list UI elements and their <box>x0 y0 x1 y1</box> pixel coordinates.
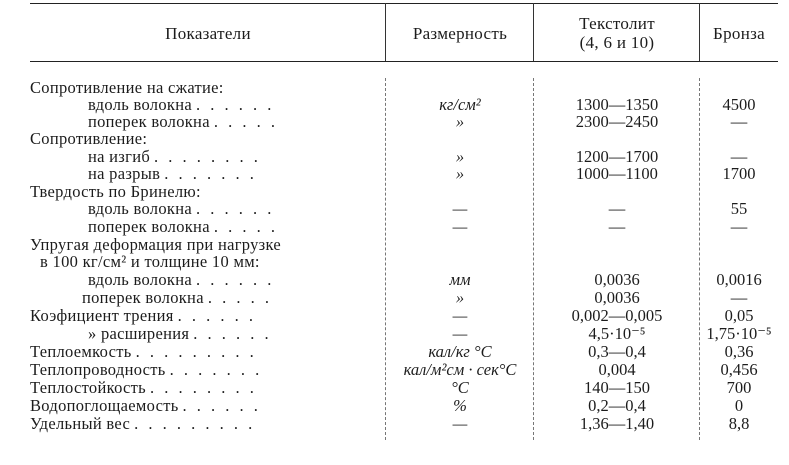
header-indicator-text: Показатели <box>165 23 251 43</box>
row-label <box>88 325 272 342</box>
unit-cell: » <box>455 147 465 166</box>
header-bronze-text: Бронза <box>713 23 765 43</box>
row-label <box>40 253 264 270</box>
unit-cell: кг/см² <box>439 95 481 114</box>
bronze-cell: 4500 <box>722 95 756 114</box>
textolite-cell: — <box>608 217 626 236</box>
row-label-text: Водопоглощаемость <box>30 396 179 415</box>
header-divider-3 <box>699 3 700 61</box>
unit-cell: % <box>453 396 467 415</box>
unit-cell: » <box>455 164 465 183</box>
bronze-cell: — <box>730 288 748 307</box>
bronze-cell: 0,0016 <box>716 270 762 289</box>
row-label-text: » расширения <box>88 324 190 343</box>
row-label-text: на изгиб <box>88 147 151 166</box>
row-label <box>88 96 274 113</box>
row-label-text: Упругая деформация при нагрузке <box>30 235 282 254</box>
row-label <box>30 343 257 360</box>
textolite-cell: 4,5·10⁻⁵ <box>588 324 646 343</box>
unit-cell: °С <box>451 378 469 397</box>
row-label <box>88 148 261 165</box>
row-label-text: Теплостойкость <box>30 378 146 397</box>
row-label <box>30 183 205 200</box>
unit-cell: кал/кг °С <box>428 342 492 361</box>
textolite-cell: 1300—1350 <box>575 95 659 114</box>
row-label-text: Твердость по Бринелю: <box>30 182 201 201</box>
header-textolite-title: Текстолит <box>579 14 655 33</box>
unit-cell: — <box>452 414 468 433</box>
textolite-cell: 0,004 <box>598 360 636 379</box>
row-label-text: вдоль волокна <box>88 199 192 218</box>
textolite-cell: 1,36—1,40 <box>579 414 655 433</box>
row-label-text: поперек волокна <box>88 217 210 236</box>
bronze-cell: 1700 <box>722 164 756 183</box>
bronze-cell: — <box>730 217 748 236</box>
row-label <box>88 165 257 182</box>
row-label <box>30 307 256 324</box>
row-label-text: Сопротивление на сжатие: <box>30 78 224 97</box>
unit-cell: кал/м²см · сек°С <box>403 360 517 379</box>
header-divider-2 <box>533 3 534 61</box>
bronze-cell: 0,36 <box>724 342 754 361</box>
leader-dots: . . . . . . <box>193 324 272 343</box>
row-label-text: поперек волокна <box>88 112 210 131</box>
header-textolite <box>534 8 700 58</box>
textolite-cell: 1000—1100 <box>576 164 658 183</box>
unit-cell: — <box>452 217 468 236</box>
bronze-cell: 0,05 <box>724 306 754 325</box>
leader-dots: . . . . . <box>213 112 278 131</box>
header-unit-text: Размерность <box>412 23 508 43</box>
bronze-cell: 8,8 <box>728 414 750 433</box>
row-label-text: Теплопроводность <box>30 360 166 379</box>
leader-dots: . . . . . . . <box>164 164 257 183</box>
unit-cell: — <box>452 199 468 218</box>
leader-dots: . . . . . . . <box>169 360 263 379</box>
bronze-cell: 1,75·10⁻⁵ <box>706 324 772 343</box>
row-label-text: поперек волокна <box>82 288 204 307</box>
unit-cell: — <box>452 306 468 325</box>
leader-dots: . . . . . . <box>177 306 257 325</box>
header-bronze <box>700 8 778 58</box>
row-label-text: в 100 кг/см² и толщине 10 мм: <box>40 252 260 271</box>
row-label-text: на разрыв <box>88 164 161 183</box>
row-label-text: Удельный вес <box>30 414 131 433</box>
leader-dots: . . . . . . . . . <box>134 414 256 433</box>
row-label <box>30 361 262 378</box>
row-label-text: вдоль волокна <box>88 270 192 289</box>
header-divider-1 <box>385 3 386 61</box>
row-label <box>82 289 272 306</box>
bronze-cell: 55 <box>730 199 748 218</box>
textolite-cell: 2300—2450 <box>575 112 659 131</box>
row-label <box>30 397 261 414</box>
leader-dots: . . . . . . . . <box>154 147 261 166</box>
leader-dots: . . . . . . <box>195 270 275 289</box>
textolite-cell: 1200—1700 <box>575 147 659 166</box>
textolite-cell: 140—150 <box>584 378 650 397</box>
bronze-cell: 700 <box>726 378 752 397</box>
textolite-cell: 0,3—0,4 <box>588 342 646 361</box>
bronze-cell: 0 <box>734 396 744 415</box>
leader-dots: . . . . . . <box>195 95 275 114</box>
textolite-cell: 0,0036 <box>594 270 640 289</box>
row-label <box>30 415 255 432</box>
header-bottom-rule <box>30 61 778 62</box>
row-label <box>30 79 228 96</box>
row-label-text: вдоль волокна <box>88 95 192 114</box>
table-top-rule <box>30 3 778 4</box>
row-label <box>88 200 274 217</box>
leader-dots: . . . . . <box>213 217 278 236</box>
bronze-cell: 0,456 <box>720 360 758 379</box>
leader-dots: . . . . . <box>207 288 272 307</box>
unit-cell: — <box>452 324 468 343</box>
row-label <box>30 379 257 396</box>
leader-dots: . . . . . . . . <box>150 378 257 397</box>
row-label <box>88 113 278 130</box>
textolite-cell: 0,2—0,4 <box>588 396 646 415</box>
leader-dots: . . . . . . <box>195 199 275 218</box>
textolite-cell: 0,002—0,005 <box>571 306 663 325</box>
textolite-cell: — <box>608 199 626 218</box>
header-textolite-grades: (4, 6 и 10) <box>579 33 655 52</box>
row-label <box>88 271 274 288</box>
unit-cell: » <box>455 112 465 131</box>
bronze-cell: — <box>730 147 748 166</box>
row-label <box>30 130 151 147</box>
header-indicator <box>30 8 386 58</box>
row-label-text: Теплоемкость <box>30 342 132 361</box>
unit-cell: мм <box>449 270 471 289</box>
bronze-cell: — <box>730 112 748 131</box>
textolite-cell: 0,0036 <box>594 288 640 307</box>
row-label-text: Коэфициент трения <box>30 306 174 325</box>
row-label <box>88 218 278 235</box>
header-unit <box>386 8 534 58</box>
unit-cell: » <box>455 288 465 307</box>
row-label <box>30 236 285 253</box>
leader-dots: . . . . . . <box>182 396 261 415</box>
leader-dots: . . . . . . . . . <box>135 342 257 361</box>
row-label-text: Сопротивление: <box>30 129 148 148</box>
